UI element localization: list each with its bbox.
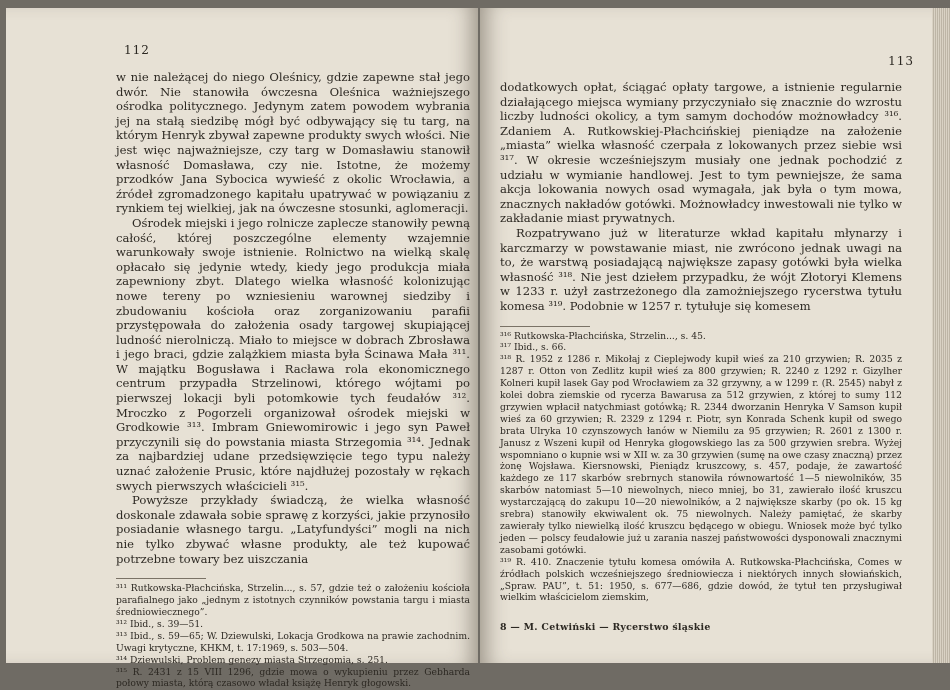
footnote: ³¹⁹ R. 410. Znaczenie tytułu komesa omówiła A. Rutkowska-Płachcińska, Comes w źródłach polskich wcześniejszego średniowiecza i niektórych innych słowiańskich, „Spraw. PAU”, t. 51: 1950, s. 677—686, gdzie dowód, że tytuł ten przysługiwał wielkim właścicielom ziemskim, — [500, 556, 902, 604]
footnote: ³¹⁵ R. 2431 z 15 VIII 1296, gdzie mowa o wykupieniu przez Gebharda połowy miasta, którą czasowo władał książę Henryk głogowski. — [116, 666, 470, 690]
paragraph: Powyższe przykłady świadczą, że wielka własność doskonale zdawała sobie sprawę z korzyści, jakie przynosiło posiadanie własnego targu. „Latyfundyści” mogli na nich nie tylko zbywać własne produkty, ale też kupować potrzebne towary bez uiszczania — [116, 493, 470, 566]
right-text-column — [500, 80, 902, 604]
right-page — [480, 8, 932, 663]
footnote: ³¹⁸ R. 1952 z 1286 r. Mikołaj z Cieplejwody kupił wieś za 210 grzywien; R. 2035 z 1287 r. Otton von Zedlitz kupił wieś za 800 grzywien; R. 2240 z 1292 r. Gizylher Kolneri kupił lasek Gay pod Wrocławiem za 32 grzywny, a w 1299 r. (R. 2545) nabył z kolei dobra ziemskie od rycerza Bawarusa za 512 grzywien, z której to sumy 112 grzywien wpłacił natychmiast gotówką; R. 2344 dworzanin Henryka V Samson kupił wieś za 60 grzywien; R. 2329 z 1294 r. Piotr, syn Konrada Schenk kupił od swego brata Ulryka 10 czynszowych łanów w Niemilu za 95 grzywien; R. 2601 z 1300 r. Janusz z Wszeni kupił od Henryka głogowskiego las za 500 grzywien srebra. Wyżej wspomniano o kupnie wsi w XII w. za 30 grzywien (sumę na owe czasy znaczną) przez żonę Wojsława. Kiersnowski, Pieniądz kruszcowy, s. 457, podaje, że zawartość każdego ze 117 skarbów srebrnych stanowiła równowartość 1—5 niewolników, 35 skarbów natomiast 5—10 niewolnych, nieco mniej, bo 31, zawierało ilość kruszcu wystarczającą do zakupu 10—20 niewolników, a 2 największe skarby (po ok. 15 kg srebra) stanowiły ekwiwalent ok. 75 niewolnych. Należy pamiętać, że skarby zawierały tylko niewielką ilość kruszcu będącego w obiegu. Wniosek może być tylko jeden — polscy feudałowie już u zarania naszej państwowości dysponowali znacznymi zasobami gotówki. — [500, 354, 902, 556]
footnote: ³¹⁷ Ibid., s. 66. — [500, 342, 567, 354]
paragraph: Ośrodek miejski i jego rolnicze zaplecze stanowiły pewną całość, której poszczególne elementy wzajemnie warunkowały swoje istnienie. Rolnictwo na wielką skalę opłacało się jedynie wtedy, kiedy jego produkcja miała zapewniony zbyt. Dlatego wielka własność kolonizując nowe tereny po wzniesieniu warownej siedziby i zbudowaniu kościoła oraz zorganizowaniu parafii przystępowała do założenia osady targowej skupiającej ludność nierolniczą. Miało to miejsce w dobrach Zbrosława i jego braci, gdzie zalążkiem miasta była Ścinawa Mała ³¹¹. W majątku Bogusława i Racława rola ekonomicznego centrum przypadła Strzelinowi, którego wójtami po pierwszej lokacji byli potomkowie tych feudałów ³¹². Mroczko z Pogorzeli organizował ośrodek miejski w Grodkowie ³¹³. Imbram Gniewomirowic i jego syn Paweł przyczynili się do powstania miasta Strzegomia ³¹⁴. Jednak za najbardziej udane przedsięwzięcie tego typu należy uznać założenie Prusic, które najdłużej pozostały w rękach swych pierwszych właścicieli ³¹⁵. — [116, 215, 470, 493]
book-page-edges — [932, 8, 950, 663]
footnote-rule — [116, 578, 206, 579]
footnotes — [116, 573, 470, 690]
footnote: ³¹¹ Rutkowska-Płachcińska, Strzelin..., s. 57, gdzie też o założeniu kościoła parafialnego jako „jednym z istotnych czynników powstania targu i miasta średniowiecznego”. — [116, 583, 470, 618]
left-text-column — [116, 70, 470, 690]
running-footer: 8 — M. Cetwiński — Rycerstwo śląskie — [500, 622, 711, 633]
footnote: ³¹³ Ibid., s. 59—65; W. Dziewulski, Lokacja Grodkowa na prawie zachodnim. Uwagi krytyczne, KHKM, t. 17:1969, s. 503—504. — [116, 630, 470, 654]
left-page — [6, 8, 478, 690]
paragraph: Rozpatrywano już w literaturze wkład kapitału młynarzy i karczmarzy w powstawanie miast, nie zwrócono jednak uwagi na to, że warstwą posiadającą największe zapasy gotówki była wielka własność ³¹⁸. Nie jest dziełem przypadku, że wójt Złotoryi Klemens w 1233 r. użył zastrzeżonego dla zamożniejszego rycerstwa tytułu komesa ³¹⁹. Podobnie w 1257 r. tytułuje się komesem — [500, 225, 902, 313]
footnotes — [500, 321, 902, 605]
footnote-rule — [500, 326, 590, 327]
page-number: 113 — [888, 54, 914, 68]
footnote: ³¹⁴ Dziewulski, Problem genezy miasta Strzegomia, s. 251. — [116, 654, 388, 666]
paragraph: dodatkowych opłat, ściągać opłaty targowe, a istnienie regularnie działającego miejsca wymiany przyczyniało się znacznie do wzrostu liczby ludności okolicy, a tym samym dochodów możnowładcy ³¹⁶. Zdaniem A. Rutkowskiej-Płachcińskiej pieniądze na założenie „miasta” wielka własność czerpała z lokowanych przez siebie wsi ³¹⁷. W okresie wcześniejszym musiały one jednak pochodzić z udziału w wymianie handlowej. Jest to tym pewniejsze, że sama akcja lokowania nowych osad wymagała, jak była o tym mowa, znacznych nakładów gotówki. Możnowładcy inwestowali nie tylko w zakładanie miast prywatnych. — [500, 80, 902, 226]
footnote: ³¹² Ibid., s. 39—51. — [116, 618, 204, 630]
paragraph: w nie należącej do niego Oleśnicy, gdzie zapewne stał jego dwór. Nie stanowiła ówczesna Oleśnica ważniejszego ośrodka politycznego. Jedynym zatem powodem wybrania jej na stałą siedzibę mógł być odbywający się tu targ, na którym Henryk zbywał zapewne produkty swych włości. Nie jest więc najważniejsze, czy targ w Domasławiu stanowił własność Domasława, czy nie. Istotne, że możemy przodków Jana Sybocica wywieść z okolic Wrocławia, a źródeł zgromadzonego kapitału upatrywać w powiązaniu z rynkiem tej wielkiej, jak na ówczesne stosunki, aglomeracji. — [116, 70, 470, 216]
page-number: 112 — [124, 43, 150, 57]
footnote: ³¹⁶ Rutkowska-Płachcińska, Strzelin..., s. 45. — [500, 330, 706, 342]
